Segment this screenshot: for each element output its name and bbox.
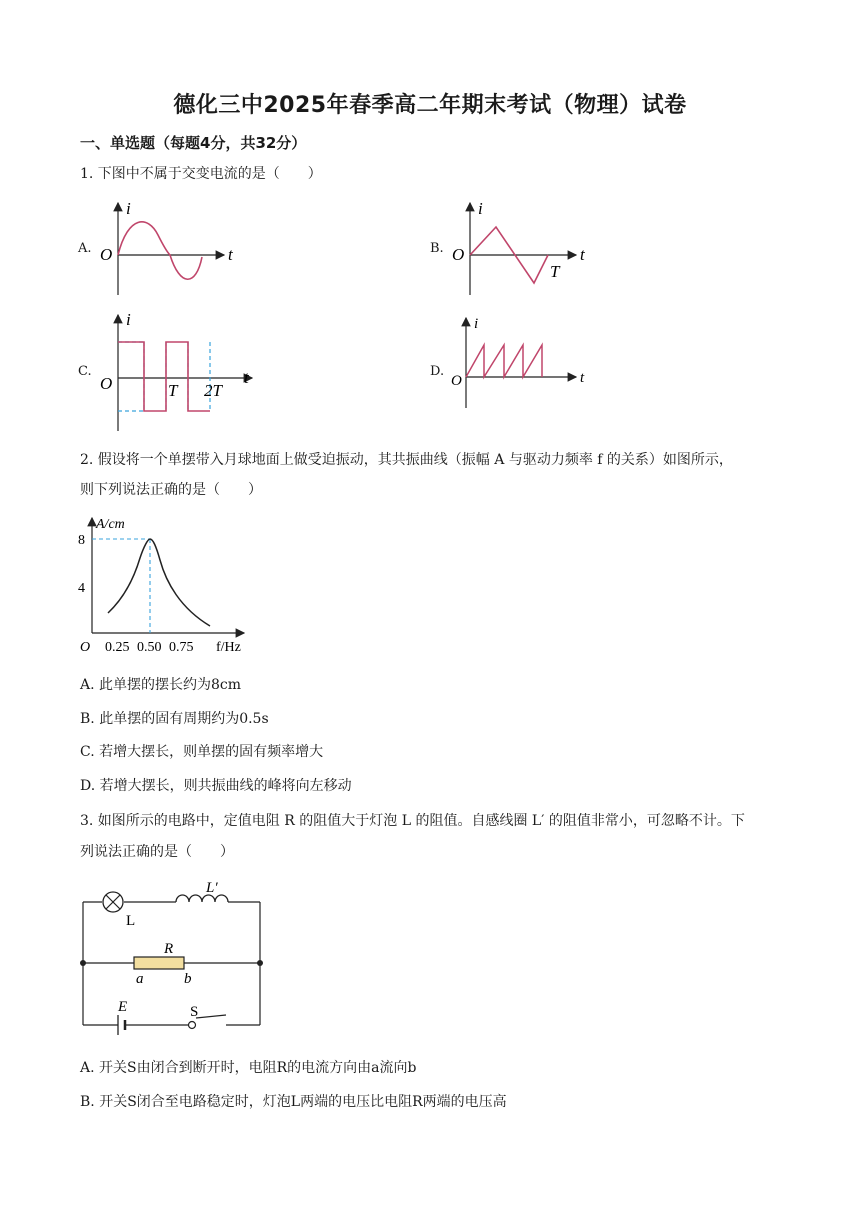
ytick-8: 8 xyxy=(78,533,85,548)
t-label: t xyxy=(244,368,249,387)
t-label: t xyxy=(580,370,585,386)
sine-curve xyxy=(118,222,202,279)
q3-option-b: B. 开关S闭合至电路稳定时，灯泡L两端的电压比电阻R两端的电压高 xyxy=(80,1094,507,1110)
q1-option-c-label: C. xyxy=(78,364,92,379)
question-3-stem-line1: 3. 如图所示的电路中，定值电阻 R 的阻值大于灯泡 L 的阻值。自感线圈 L′ 的阻值非常小，可忽略不计。下 xyxy=(80,813,745,829)
exam-title: 德化三中2025年春季高二年期末考试（物理）试卷 xyxy=(173,93,687,118)
q2-option-c: C. 若增大摆长，则单摆的固有频率增大 xyxy=(80,744,324,760)
q1-option-d-graph xyxy=(448,312,598,412)
origin-label: O xyxy=(452,245,465,264)
xtick-075: 0.75 xyxy=(169,640,194,655)
xtick-025: 0.25 xyxy=(105,640,130,655)
origin-label: O xyxy=(451,373,462,389)
resonance-curve xyxy=(108,539,210,626)
question-2-stem-line1: 2. 假设将一个单摆带入月球地面上做受迫振动，其共振曲线（振幅 A 与驱动力频率 f 的关系）如图所示， xyxy=(80,452,733,468)
origin-label: O xyxy=(100,245,113,264)
t-label: t xyxy=(228,245,233,264)
resistor-symbol xyxy=(134,957,184,969)
q2-option-a: A. 此单摆的摆长约为8cm xyxy=(80,677,242,693)
question-1-stem: 1. 下图中不属于交变电流的是（ ） xyxy=(80,166,322,182)
t-label: t xyxy=(580,245,585,264)
q1-option-a-graph xyxy=(96,195,256,305)
dashed-guides xyxy=(118,342,210,411)
t-mark: T xyxy=(168,381,178,400)
i-label: i xyxy=(478,199,483,218)
y-axis-label-text: A/cm xyxy=(96,517,125,532)
q1-option-b-label: B. xyxy=(430,241,444,256)
circuit-diagram xyxy=(78,870,278,1035)
battery-symbol xyxy=(118,1015,125,1035)
inductor-coil xyxy=(176,895,228,902)
2t-mark: 2T xyxy=(204,381,222,400)
question-3-stem-line2: 列说法正确的是（ ） xyxy=(80,844,234,860)
q1-option-d-label: D. xyxy=(430,364,445,379)
lamp-label: L xyxy=(126,913,136,929)
resistor-label: R xyxy=(164,941,174,957)
junction-left xyxy=(80,960,86,966)
q1-option-a-label: A. xyxy=(78,241,92,256)
xtick-050: 0.50 xyxy=(137,640,162,655)
q3-option-a: A. 开关S由闭合到断开时，电阻R的电流方向由a流向b xyxy=(80,1060,417,1076)
junction-right xyxy=(257,960,263,966)
question-2-stem-line2: 则下列说法正确的是（ ） xyxy=(80,482,262,498)
end-a-label: a xyxy=(136,971,144,987)
inductor-label: L′ xyxy=(206,880,218,896)
battery-label: E xyxy=(118,999,128,1015)
y-axis-label xyxy=(95,517,125,532)
q2-option-d: D. 若增大摆长，则共振曲线的峰将向左移动 xyxy=(80,778,352,794)
q1-option-b-graph xyxy=(448,195,608,305)
end-b-label: b xyxy=(184,971,192,987)
sawtooth-wave xyxy=(466,345,542,377)
switch-contact xyxy=(189,1022,196,1029)
i-label: i xyxy=(126,310,131,329)
square-wave xyxy=(118,342,210,411)
switch-label: S xyxy=(190,1004,199,1020)
origin-label: O xyxy=(80,640,91,655)
period-label: T xyxy=(550,262,560,281)
lamp-symbol xyxy=(103,892,123,912)
q2-option-b: B. 此单摆的固有周期约为0.5s xyxy=(80,711,269,727)
resonance-graph xyxy=(76,512,256,660)
origin-label: O xyxy=(100,374,113,393)
section-heading: 一、单选题（每题4分，共32分） xyxy=(80,134,307,152)
i-label: i xyxy=(474,316,479,332)
ytick-4: 4 xyxy=(78,581,85,596)
q1-option-c-graph xyxy=(96,305,266,435)
x-axis-label: f/Hz xyxy=(216,640,241,655)
i-label: i xyxy=(126,199,131,218)
